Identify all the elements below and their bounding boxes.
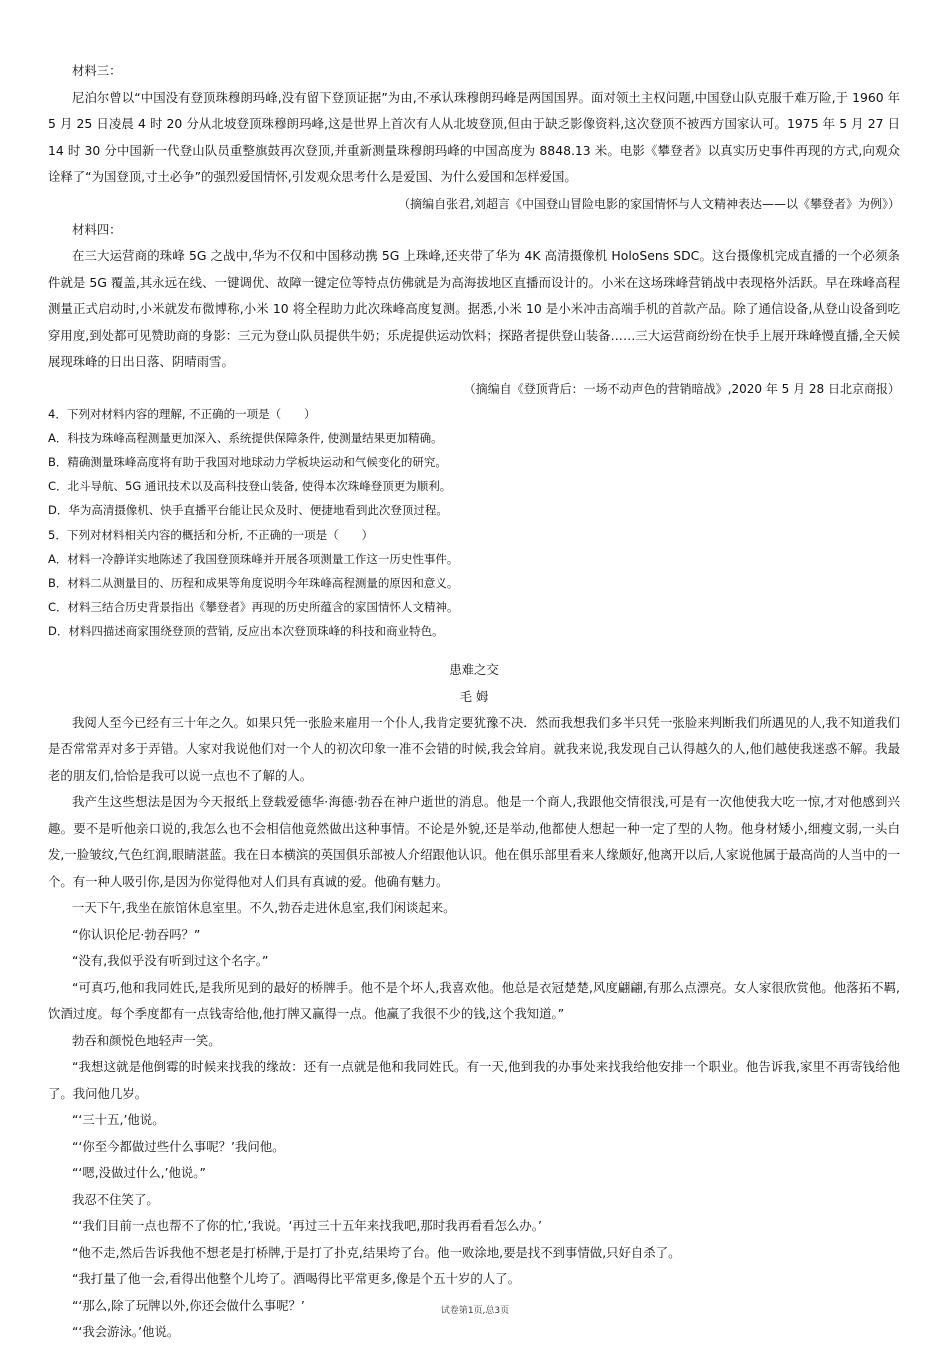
question-stem: 4．下列对材料内容的理解, 不正确的一项是（ ） xyxy=(48,406,316,421)
question-option: D．材料四描述商家围绕登顶的营销, 反应出本次登顶珠峰的科技和商业特色。 xyxy=(48,624,444,639)
story-paragraph: “他不走,然后告诉我他不想老是打桥牌,于是打了扑克,结果垮了台。他一败涂地,要是找不到事情做,只好自杀了。 xyxy=(72,1244,681,1260)
question-option: B．精确测量珠峰高度将有助于我国对地球动力学板块运动和气候变化的研究。 xyxy=(48,454,447,469)
question-option: C．北斗导航、5G 通讯技术以及高科技登山装备, 使得本次珠峰登顶更为顺利。 xyxy=(48,479,452,494)
story-paragraph: 我阅人至今已经有三十年之久。如果只凭一张脸来雇用一个仆人,我肯定要犹豫不决．然而我想我们多半只凭一张脸来判断我们所遇见的人,我不知道我们是否常常弄对多于弄错。人家对我说他们对一个人的初次印象一准不会错的时候,我会耸肩。就我来说,我发现自己认得越久的人,他们越使我迷惑不解。我最老的朋友们,恰恰是我可以说一点也不了解的人。 xyxy=(48,714,900,783)
question-stem: 5．下列对材料相关内容的概括和分析, 不正确的一项是（ ） xyxy=(48,527,374,542)
question-4 xyxy=(48,402,900,523)
story-paragraph: “‘你至今都做过些什么事呢？’我问他。 xyxy=(72,1138,285,1154)
story-author: 毛 姆 xyxy=(459,688,489,704)
story-paragraph: 我忍不住笑了。 xyxy=(72,1191,159,1207)
story-paragraph: “你认识伦尼·勃吞吗？” xyxy=(72,926,201,942)
material4-heading: 材料四： xyxy=(72,221,122,237)
question-option: C．材料三结合历史背景指出《攀登者》再现的历史所蕴含的家国情怀人文精神。 xyxy=(48,600,459,615)
story-paragraph: “可真巧,他和我同姓氏,是我所见到的最好的桥牌手。他不是个坏人,我喜欢他。他总是衣冠楚楚,风度翩翩,有那么点漂亮。女人家很欣赏他。他落拓不羁,饮酒过度。每个季度都有一点钱寄给他,他打牌又赢得一点。他赢了我很不少的钱,这个我知道。” xyxy=(48,979,900,1022)
story-paragraph: “我打量了他一会,看得出他整个儿垮了。酒喝得比平常更多,像是个五十岁的人了。 xyxy=(72,1271,520,1287)
story-paragraph: “没有,我似乎没有听到过这个名字。” xyxy=(72,953,269,969)
story-paragraph: 我产生这些想法是因为今天报纸上登载爱德华·海德·勃吞在神户逝世的消息。他是一个商人,我跟他交情很浅,可是有一次他使我大吃一惊,才对他感到兴趣。要不是听他亲口说的,我怎么也不会相信他竟然做出这种事情。不论是外貌,还是举动,他都使人想起一种一定了型的人物。他身材矮小,细瘦文弱,一头白发,一脸皱纹,气色红润,眼睛湛蓝。我在日本横滨的英国俱乐部被人介绍跟他认识。他在俱乐部里看来人缘颇好,他离开以后,人家说他属于最高尚的人当中的一个。有一种人吸引你,是因为你觉得他对人们具有真诚的爱。他确有魅力。 xyxy=(48,794,900,889)
material3-source: （摘编自张君,刘超言《中国登山冒险电影的家国情怀与人文精神表达——以《攀登者》为例》） xyxy=(398,196,900,211)
story-paragraph: 一天下午,我坐在旅馆休息室里。不久,勃吞走进休息室,我们闲谈起来。 xyxy=(72,900,456,916)
material3-body: 尼泊尔曾以“中国没有登顶珠穆朗玛峰,没有留下登顶证据”为由,不承认珠穆朗玛峰是两国国界。面对领土主权问题,中国登山队克服千难万险,于 1960 年 5 月 25 日凌晨 4 时 20 分从北坡登顶珠穆朗玛峰,这是世界上首次有人从北坡登顶,但由于缺乏影像资料,这次登顶不被西方国家认可。1975 年 5 月 27 日 14 时 30 分中国新一代登山队员重整旗鼓再次登顶,并重新测量珠穆朗玛峰的中国高度为 8848.13 米。电影《攀登者》以真实历史事件再现的方式,向观众诠释了“为国登顶,寸土必争”的强烈爱国情怀,引发观众思考什么是爱国、为什么爱国和怎样爱国。 xyxy=(48,89,900,184)
story-paragraph: “‘三十五,’他说。 xyxy=(72,1112,165,1128)
material4-body: 在三大运营商的珠峰 5G 之战中,华为不仅和中国移动携 5G 上珠峰,还夹带了华为 4K 高清摄像机 HoloSens SDC。这台摄像机完成直播的一个必须条件就是 5G 覆盖,其永远在线、一键调优、故障一键定位等特点仿佛就是为高海拔地区直播而设计的。小米在这场珠峰营销战中表现格外活跃。早在珠峰高程测量正式启动时,小米就发布微博称,小米 10 将全程助力此次珠峰高度复测。据悉,小米 10 是小米冲击高端手机的首款产品。除了通信设备,从登山设备到吃穿用度,到处都可见赞助商的身影：三元为登山队员提供牛奶；乐虎提供运动饮料；探路者提供登山装备……三大运营商纷纷在快手上展开珠峰慢直播,全天候展现珠峰的日出日落、阴晴雨雪。 xyxy=(48,248,900,369)
story-paragraph: “‘嗯,没做过什么,’他说。” xyxy=(72,1165,206,1181)
story-paragraph: 勃吞和颜悦色地轻声一笑。 xyxy=(72,1032,221,1048)
exam-page xyxy=(48,58,900,1346)
question-option: D．华为高清摄像机、快手直播平台能让民众及时、便捷地看到此次登顶过程。 xyxy=(48,503,448,518)
question-option: B．材料二从测量目的、历程和成果等角度说明今年珠峰高程测量的原因和意义。 xyxy=(48,575,459,590)
story-paragraph: “‘那么,除了玩牌以外,你还会做什么事呢？’ xyxy=(72,1297,305,1313)
question-option: A．科技为珠峰高程测量更加深入、系统提供保障条件, 使测量结果更加精确。 xyxy=(48,430,443,445)
page-footer: 试卷第1页,总3页 xyxy=(440,1306,510,1316)
story-paragraph: “‘我会游泳。’他说。 xyxy=(72,1324,180,1340)
question-option: A．材料一冷静详实地陈述了我国登顶珠峰并开展各项测量工作这一历史性事件。 xyxy=(48,551,459,566)
story-paragraph: “‘我们目前一点也帮不了你的忙,’我说。‘再过三十五年来找我吧,那时我再看看怎么办。’ xyxy=(72,1218,542,1234)
story-body xyxy=(48,710,900,1346)
story-title: 患难之交 xyxy=(449,661,499,677)
material3-heading: 材料三： xyxy=(72,63,122,78)
story-paragraph: “我想这就是他倒霉的时候来找我的缘故：还有一点就是他和我同姓氏。有一天,他到我的办事处来找我给他安排一个职业。他告诉我,家里不再寄钱给他了。我问他几岁。 xyxy=(48,1059,900,1101)
question-5 xyxy=(48,523,900,644)
material4-source: （摘编自《登顶背后：一场不动声色的营销暗战》,2020 年 5 月 28 日北京商报） xyxy=(463,381,900,396)
